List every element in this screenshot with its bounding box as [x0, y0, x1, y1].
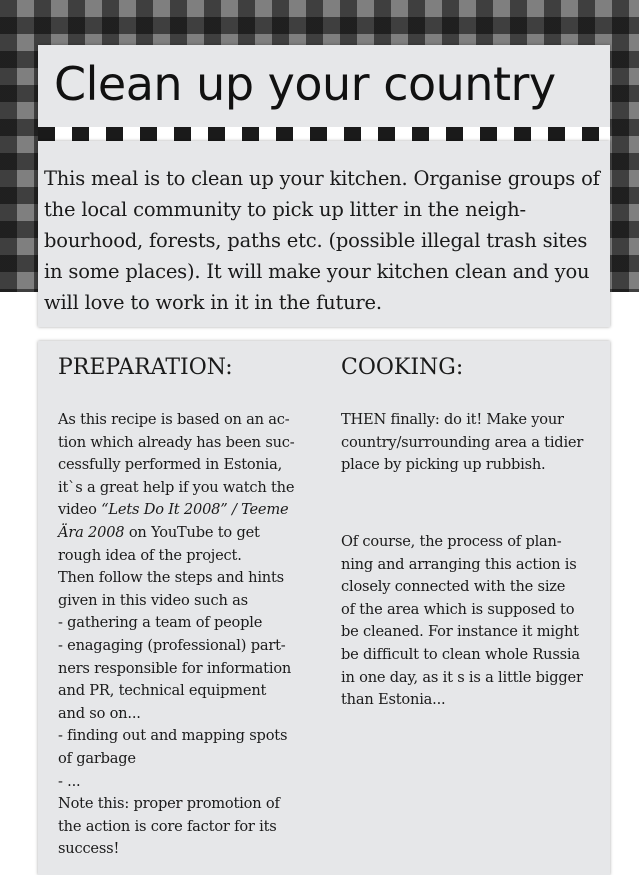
- cooking-paragraph-1: THEN finally: do it! Make your country/surrounding area a tidier place by picking up rubbish.: [341, 411, 584, 474]
- recipe-panel: [38, 341, 610, 875]
- cooking-paragraph-2: Of course, the process of plan- ning and arranging this action is closely connected with the size of the area which is supposed to be cleaned. For instance it might be difficult to clean whole Russia in one day, as it s is a little bigger than Estonia...: [341, 533, 583, 709]
- preparation-text-start: As this recipe is based on an ac- tion which already has been suc- cessfully performed in Estonia, it`s a great help if you watch the video: [58, 411, 295, 519]
- preparation-text: [58, 409, 324, 861]
- intro-text: This meal is to clean up your kitchen. Organise groups of the local community to pick up litter in the neigh-bourhood, forests, paths etc. (possible illegal trash sites in some places). It will make your kitchen clean and you will love to work in it in the future.: [44, 167, 600, 314]
- cooking-heading: COOKING:: [341, 355, 464, 380]
- checker-divider: [38, 127, 610, 141]
- preparation-text-rest: on YouTube to get rough idea of the project. Then follow the steps and hints given in this video such as - gathering a team of people - enagaging (professional) part- ners responsible for information and PR, technical equipment and so on... - finding out and mapping spots of garbage - ... Note this: proper promotion of the action is core factor for its success!: [58, 523, 292, 858]
- video-title: “Lets Do It 2008” / Teeme Ära 2008: [58, 501, 289, 541]
- intro-panel: [38, 141, 610, 327]
- page-title: Clean up your country: [54, 57, 556, 111]
- title-panel: [38, 45, 610, 127]
- preparation-heading: PREPARATION:: [58, 355, 233, 380]
